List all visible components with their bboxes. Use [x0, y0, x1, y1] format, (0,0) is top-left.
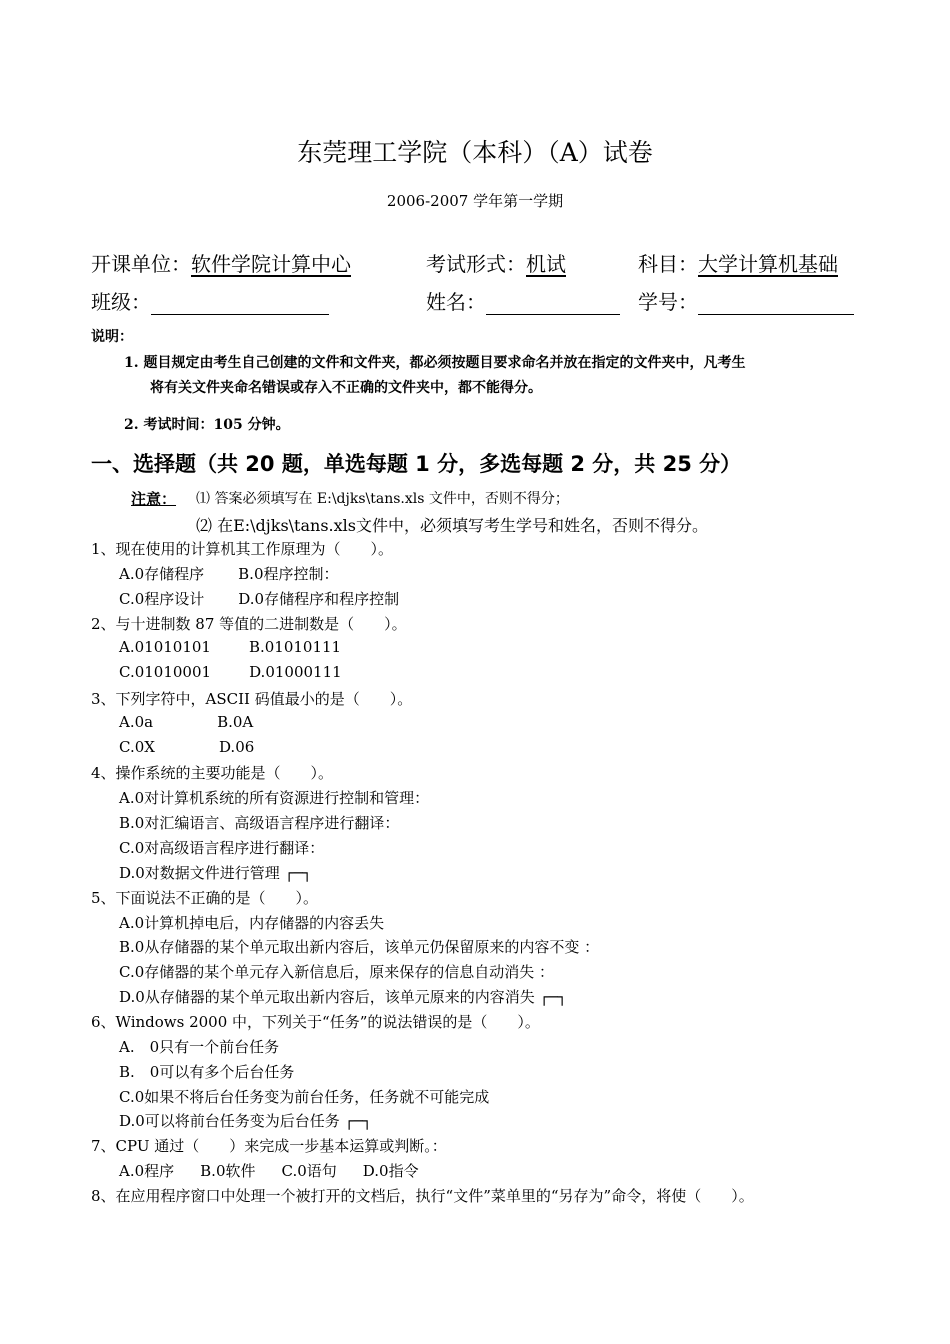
option-d[interactable]: D.06 — [218, 738, 255, 756]
class-label: 班级： — [91, 290, 151, 314]
notes-heading: 说明： — [91, 329, 133, 345]
section-heading: 一、选择题（共 20 题，单选每题 1 分，多选每题 2 分，共 25 分） — [91, 452, 742, 476]
question-6-option-d[interactable]: D.0可以将前台任务变为后台任务 ┌─┐ — [119, 1112, 372, 1130]
unit-value: 软件学院计算中心 — [191, 252, 351, 276]
subject-value: 大学计算机基础 — [698, 252, 838, 276]
question-4-option-b[interactable]: B.0对汇编语言、高级语言程序进行翻译： — [119, 814, 400, 832]
option-c[interactable]: C.0X — [119, 738, 155, 756]
question-7: 7、CPU 通过（ ）来完成一步基本运算或判断。： — [91, 1137, 447, 1155]
class-field — [91, 286, 329, 315]
option-c[interactable]: C.01010001 — [119, 663, 212, 681]
unit-label: 开课单位： — [91, 252, 191, 276]
question-8: 8、在应用程序窗口中处理一个被打开的文档后，执行“文件”菜单里的“另存为”命令，将使（ ）。 — [91, 1187, 754, 1205]
option-b[interactable]: B.0A — [217, 713, 254, 731]
option-a[interactable]: A.0存储程序 — [119, 565, 205, 583]
subject-label: 科目： — [638, 252, 698, 276]
attention-line-2: ⑵ 在E:\djks\tans.xls文件中，必须填写考生学号和姓名，否则不得分。 — [196, 516, 708, 535]
question-6-option-a[interactable]: A. 0只有一个前台任务 — [119, 1038, 280, 1056]
name-blank[interactable] — [486, 292, 620, 315]
form-label: 考试形式： — [426, 252, 526, 276]
name-label: 姓名： — [426, 290, 486, 314]
option-b[interactable]: B.01010111 — [248, 638, 342, 656]
question-4-option-c[interactable]: C.0对高级语言程序进行翻译： — [119, 839, 325, 857]
option-a[interactable]: A.01010101 — [119, 638, 211, 656]
question-6-option-c[interactable]: C.0如果不将后台任务变为前台任务，任务就不可能完成 — [119, 1088, 490, 1106]
id-label: 学号： — [638, 290, 698, 314]
question-6: 6、Windows 2000 中，下列关于“任务”的说法错误的是（ ）。 — [91, 1013, 540, 1031]
question-1: 1、现在使用的计算机其工作原理为（ ）。 — [91, 540, 394, 558]
unit-field — [91, 248, 351, 277]
question-1-options-row-1 — [119, 563, 339, 584]
question-5: 5、下面说法不正确的是（ ）。 — [91, 889, 319, 907]
option-b[interactable]: B.0程序控制： — [238, 565, 339, 583]
exam-term: 2006-2007 学年第一学期 — [386, 192, 564, 210]
question-1-options-row-2 — [119, 588, 399, 609]
form-field — [426, 248, 566, 277]
attention-label: 注意： — [131, 490, 177, 508]
question-4-option-d[interactable]: D.0对数据文件进行管理 ┌─┐ — [119, 864, 312, 882]
question-3-options-row-1 — [119, 713, 253, 731]
question-5-option-d[interactable]: D.0从存储器的某个单元取出新内容后，该单元原来的内容消失 ┌─┐ — [119, 988, 567, 1006]
note-item-1-line-2: 将有关文件夹命名错误或存入不正确的文件夹中，都不能得分。 — [150, 380, 542, 396]
id-field — [638, 286, 854, 315]
option-d[interactable]: D.0指令 — [362, 1162, 419, 1180]
exam-title: 东莞理工学院（本科）（A）试卷 — [297, 138, 653, 167]
option-c[interactable]: C.0程序设计 — [119, 590, 205, 608]
class-blank[interactable] — [151, 292, 329, 315]
option-d[interactable]: D.0存储程序和程序控制 — [238, 590, 400, 608]
option-a[interactable]: A.0程序 — [119, 1162, 175, 1180]
question-6-option-b[interactable]: B. 0可以有多个后台任务 — [119, 1063, 295, 1081]
question-2: 2、与十进制数 87 等值的二进制数是（ ）。 — [91, 615, 407, 633]
question-4-option-a[interactable]: A.0对计算机系统的所有资源进行控制和管理： — [119, 789, 430, 807]
option-d[interactable]: D.01000111 — [249, 663, 342, 681]
id-blank[interactable] — [698, 292, 854, 315]
option-c[interactable]: C.0语句 — [281, 1162, 337, 1180]
option-a[interactable]: A.0a — [119, 713, 154, 731]
name-field — [426, 286, 620, 315]
question-4: 4、操作系统的主要功能是（ ）。 — [91, 764, 334, 782]
question-5-option-a[interactable]: A.0计算机掉电后，内存储器的内容丢失 — [119, 914, 385, 932]
note-item-1-line-1: 1. 题目规定由考生自己创建的文件和文件夹，都必须按题目要求命名并放在指定的文件夹中，凡考生 — [124, 355, 746, 371]
question-5-option-c[interactable]: C.0存储器的某个单元存入新信息后，原来保存的信息自动消失 ： — [119, 963, 555, 981]
question-3: 3、下列字符中，ASCII 码值最小的是（ ）。 — [91, 690, 413, 708]
form-value: 机试 — [526, 252, 566, 276]
question-2-options-row-2 — [119, 663, 342, 681]
question-3-options-row-2 — [119, 738, 254, 756]
note-item-2: 2. 考试时间：105 分钟。 — [124, 417, 290, 433]
subject-field — [638, 248, 838, 277]
option-b[interactable]: B.0软件 — [200, 1162, 256, 1180]
question-7-options — [119, 1160, 419, 1181]
question-2-options-row-1 — [119, 638, 341, 656]
attention-line-1: ⑴ 答案必须填写在 E:\djks\tans.xls 文件中，否则不得分； — [196, 491, 569, 507]
question-5-option-b[interactable]: B.0从存储器的某个单元取出新内容后，该单元仍保留原来的内容不变 ： — [119, 938, 600, 956]
